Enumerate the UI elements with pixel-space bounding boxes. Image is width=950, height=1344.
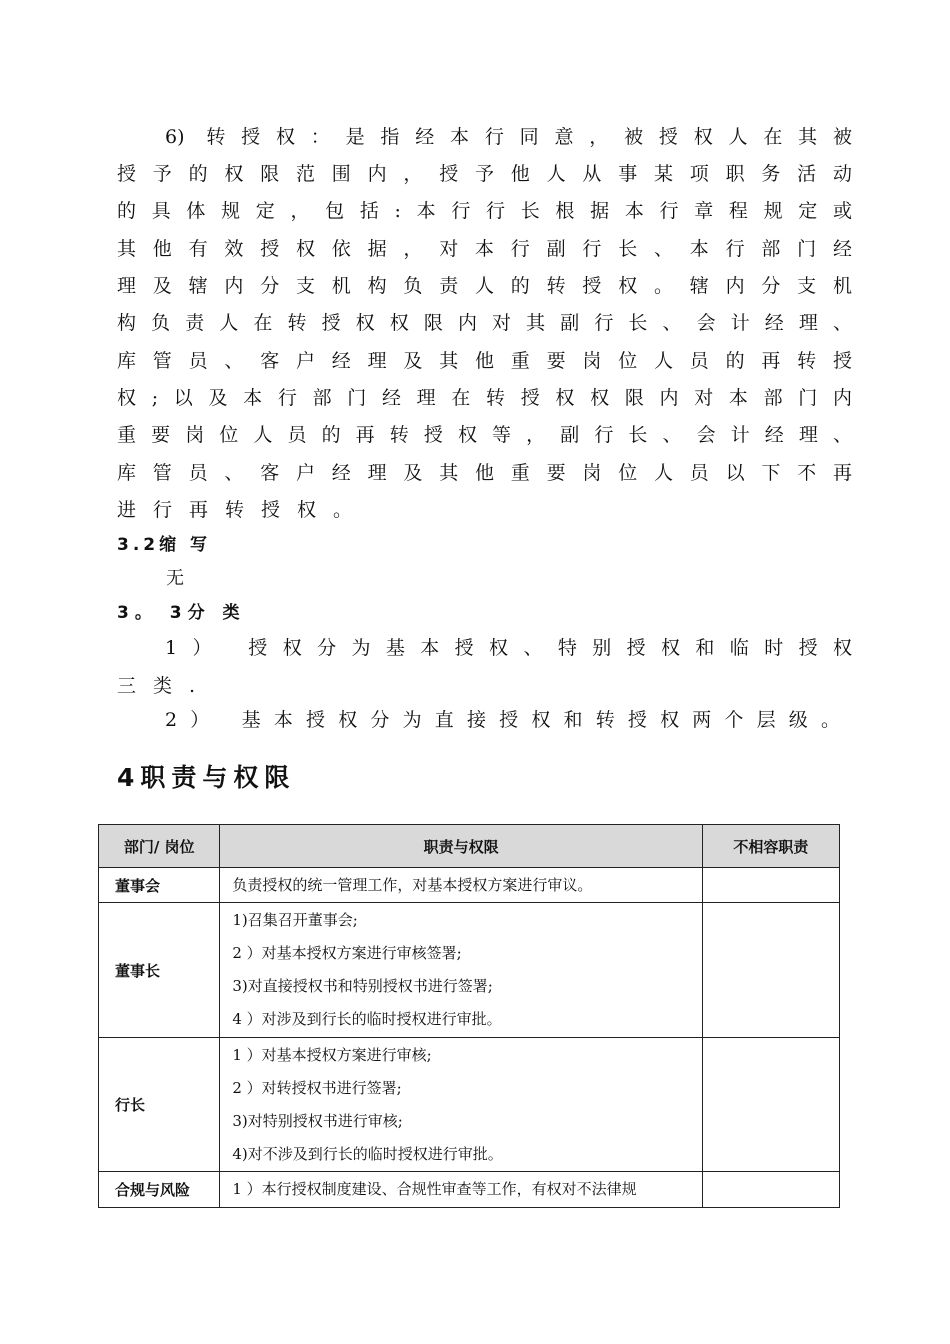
section-heading-abbreviations: 3.2缩 写: [117, 535, 212, 555]
header-incompatible: 不相容职责: [702, 825, 839, 868]
body-line: 进行再转授权。: [117, 499, 370, 521]
department-cell: 董事长: [99, 903, 220, 1038]
duty-item: 1)召集召开董事会;: [232, 911, 358, 929]
section-heading-classification: 3。 3分 类: [117, 603, 246, 623]
table-row: [99, 1038, 840, 1172]
duty-item: 2 ）对转授权书进行签署;: [232, 1078, 402, 1097]
duty-item: 1 ）对基本授权方案进行审核;: [232, 1045, 432, 1064]
body-line: 库管员、客户经理及其他重要岗位人员以下不再: [117, 462, 852, 484]
duties-cell: [220, 1038, 703, 1172]
incompatible-cell: [702, 1038, 839, 1172]
duty-item: 3)对直接授权书和特别授权书进行签署;: [232, 977, 493, 995]
table-row: [99, 868, 840, 903]
body-line: 授予的权限范围内，授予他人从事某项职务活动: [117, 163, 852, 185]
body-line: 其他有效授权依据，对本行副行长、本行部门经: [117, 238, 852, 260]
department-cell: 董事会: [99, 868, 220, 903]
body-line: 理及辖内分支机构负责人的转授权。辖内分支机: [117, 275, 852, 297]
table-header-row: [99, 825, 840, 868]
incompatible-cell: [702, 868, 839, 903]
body-line: 权;以及本行部门经理在转授权权限内对本部门内: [117, 387, 852, 409]
body-line: 构负责人在转授权权限内对其副行长、会计经理、: [117, 312, 852, 334]
table-row: [99, 1172, 840, 1208]
table-row: [99, 903, 840, 1038]
responsibility-table: [98, 824, 840, 1208]
duty-item: 4 ）对涉及到行长的临时授权进行审批。: [232, 1010, 502, 1028]
duty-item: 2 ）对基本授权方案进行审核签署;: [232, 944, 462, 962]
classification-line: 1） 授权分为基本授权、特别授权和临时授权: [165, 637, 852, 659]
duty-item: 负责授权的统一管理工作，对基本授权方案进行审议。: [232, 875, 593, 894]
body-line: 重要岗位人员的再转授权等，副行长、会计经理、: [117, 424, 852, 446]
classification-line: 2） 基本授权分为直接授权和转授权两个层级。: [165, 709, 840, 731]
duties-cell: [220, 868, 703, 903]
department-cell: 行长: [99, 1038, 220, 1172]
duties-cell: [220, 903, 703, 1038]
body-line: 的具体规定，包括:本行行长根据本行章程规定或: [117, 200, 852, 222]
duty-item: 1 ）本行授权制度建设、合规性审查等工作，有权对不法律规: [232, 1180, 637, 1198]
classification-line: 三类.: [117, 675, 213, 697]
header-duties: 职责与权限: [220, 825, 703, 868]
body-line: 库管员、客户经理及其他重要岗位人员的再转授: [117, 350, 852, 372]
header-department: 部门/ 岗位: [99, 825, 220, 868]
department-cell: 合规与风险: [99, 1172, 220, 1208]
duty-item: 3)对特别授权书进行审核;: [232, 1111, 403, 1130]
abbreviations-content: 无: [166, 568, 184, 589]
incompatible-cell: [702, 1172, 839, 1208]
body-line: 6) 转授权：是指经本行同意，被授权人在其被: [165, 126, 852, 148]
incompatible-cell: [702, 903, 839, 1038]
duties-cell: [220, 1172, 703, 1208]
chapter-title: 4职责与权限: [117, 763, 296, 792]
duty-item: 4)对不涉及到行长的临时授权进行审批。: [232, 1144, 503, 1163]
